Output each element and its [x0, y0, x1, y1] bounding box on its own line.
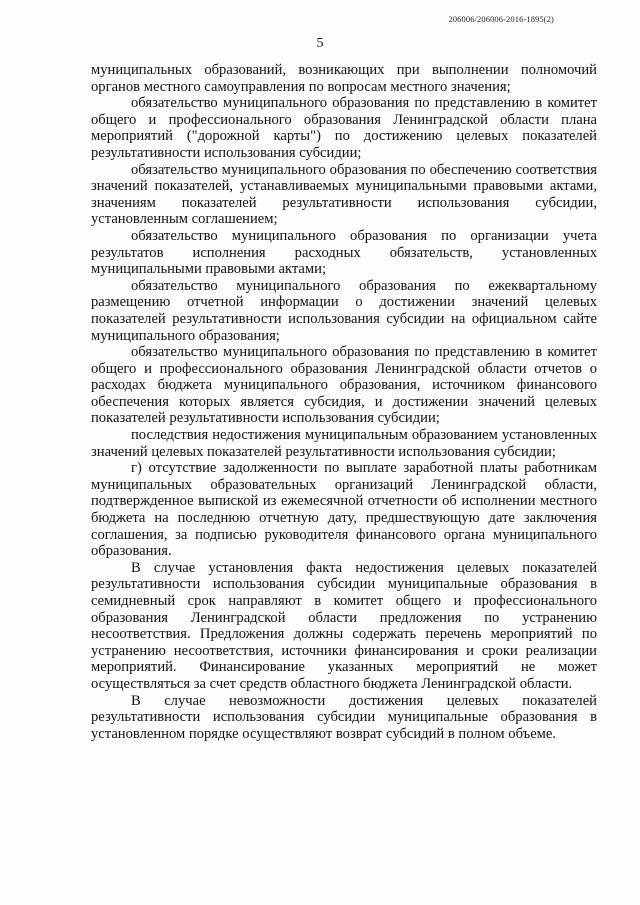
paragraph-1: муниципальных образований, возникающих при выполнении полномочий органов местного самоуправления по вопросам местного значения;: [91, 62, 597, 95]
paragraph-6: обязательство муниципального образования по представлению в комитет общего и профессионального образования Ленинградской области отчетов о расходах бюджета муниципального образования, источником финансового обеспечения которых является субсидия, и достижении значений целевых показателей результативности использования субсидии;: [91, 344, 597, 427]
paragraph-5: обязательство муниципального образования по ежеквартальному размещению отчетной информации о достижении значений целевых показателей результативности использования субсидии на официальном сайте муниципального образования;: [91, 277, 597, 344]
paragraph-3: обязательство муниципального образования по обеспечению соответствия значений показателей, устанавливаемых муниципальными правовыми актами, значениям показателей результативности использования субсидии, установленным соглашением;: [91, 161, 597, 228]
body-text: [91, 62, 597, 742]
paragraph-2: обязательство муниципального образования по представлению в комитет общего и профессионального образования Ленинградской области плана мероприятий ("дорожной карты") по достижению целевых показателей результативности использования субсидии;: [91, 95, 597, 161]
paragraph-4: обязательство муниципального образования по организации учета результатов исполнения расходных обязательств, установленных муниципальными правовыми актами;: [91, 227, 597, 278]
paragraph-8: г) отсутствие задолженности по выплате заработной платы работникам муниципальных образовательных организаций Ленинградской области, подтвержденное выпиской из ежемесячной отчетности об исполнении местного бюджета на последнюю отчетную дату, предшествующую дате заключения соглашения, за подписью руководителя финансового органа муниципального образования.: [91, 460, 597, 560]
paragraph-9: В случае установления факта недостижения целевых показателей результативности использования субсидии муниципальные образования в семидневный срок направляют в комитет общего и профессионального образования Ленинградской области предложения по устранению несоответствия. Предложения должны содержать перечень мероприятий по устранению несоответствия, источники финансирования и сроки реализации мероприятий. Финансирование указанных мероприятий не может осуществляться за счет средств областного бюджета Ленинградской области.: [91, 559, 597, 692]
page-number: 5: [316, 36, 324, 51]
paragraph-10: В случае невозможности достижения целевых показателей результативности использования субсидии муниципальные образования в установленном порядке осуществляют возврат субсидий в полном объеме.: [91, 692, 597, 742]
document-id: 206006/206006-2016-1895(2): [448, 14, 554, 24]
paragraph-7: последствия недостижения муниципальным образованием установленных значений целевых показателей результативности использования субсидии;: [91, 427, 597, 460]
